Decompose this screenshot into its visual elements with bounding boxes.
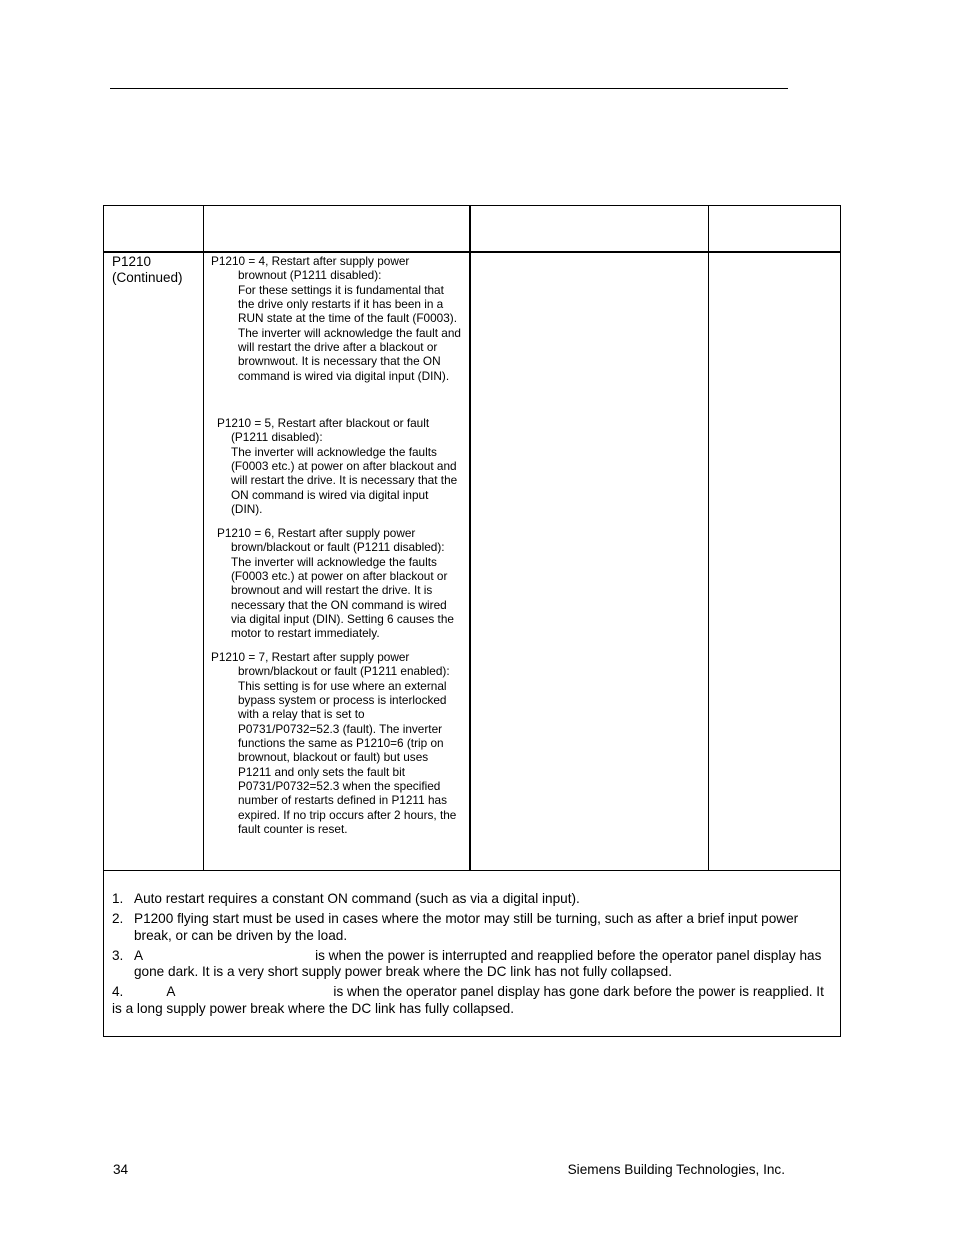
- setting-7: [211, 650, 461, 836]
- column-divider: [708, 206, 709, 870]
- parameter-table: [103, 205, 841, 1037]
- setting-header-cont: (P1211 disabled):: [231, 430, 323, 445]
- column-divider: [469, 206, 471, 870]
- note-number: 3.: [112, 947, 124, 963]
- setting-header: P1210 = 7, Restart after supply power: [211, 650, 410, 664]
- note-lead: A: [134, 947, 144, 963]
- setting-6: [217, 526, 461, 641]
- header-rule: [110, 88, 788, 89]
- note-text: is when the power is interrupted and reapplied before the operator panel display has gone dark. It is a very short supply power break where the DC link has not fully collapsed.: [134, 947, 822, 979]
- setting-4: [211, 254, 461, 383]
- footer-company: Siemens Building Technologies, Inc.: [567, 1162, 785, 1177]
- note-number: 4.: [112, 984, 124, 999]
- setting-body: The inverter will acknowledge the faults (F0003 etc.) at power on after blackout or brownout and will restart the drive. It is necessary that the ON command is wired via digital input (DIN). Setting 6 causes the motor to restart immediately.: [231, 554, 454, 641]
- setting-header: P1210 = 4, Restart after supply power: [211, 254, 410, 268]
- parameter-id: P1210: [112, 254, 152, 269]
- note-item: [112, 911, 836, 944]
- note-text: Auto restart requires a constant ON command (such as via a digital input).: [134, 891, 580, 906]
- table-header-rule: [104, 251, 840, 253]
- notes-list: [112, 891, 836, 1021]
- note-item: [112, 891, 836, 908]
- setting-header-cont: brown/blackout or fault (P1211 disabled):: [231, 540, 445, 555]
- setting-body: The inverter will acknowledge the faults (F0003 etc.) at power on after blackout and will restart the drive. It is necessary that the ON command is wired via digital input (DIN).: [231, 444, 458, 517]
- note-text: is when the operator panel display has gone dark before the power is reapplied. It is a long supply power break where the DC link has fully collapsed.: [112, 984, 824, 1016]
- setting-body: For these settings it is fundamental that the drive only restarts if it has been in a RUN state at the time of the fault (F0003). The inverter will acknowledge the fault and will restart the drive after a blackout or brownwout. It is necessary that the ON command is wired via digital input (DIN).: [238, 282, 461, 383]
- column-divider: [203, 206, 204, 870]
- setting-body: This setting is for use where an external bypass system or process is interlocked with a relay that is set to P0731/P0732=52.3 (fault). The inverter functions the same as P1210=6 (trip on brownout, blackout or fault) but uses P1211 and only sets the fault bit P0731/P0732=52.3 when the specified number of restarts defined in P1211 has expired. If no trip occurs after 2 hours, the fault counter is reset.: [238, 678, 457, 837]
- note-item: [112, 948, 836, 981]
- page-number: 34: [113, 1162, 129, 1177]
- parameter-cell: [112, 254, 183, 286]
- setting-5: [217, 416, 461, 516]
- notes-divider: [104, 870, 840, 871]
- parameter-continued: (Continued): [112, 270, 183, 285]
- note-text: P1200 flying start must be used in cases where the motor may still be turning, such as after a brief input power break, or can be driven by the load.: [134, 911, 799, 943]
- note-lead: A: [166, 984, 176, 999]
- setting-header-cont: brown/blackout or fault (P1211 enabled):: [238, 664, 450, 679]
- setting-header-cont: brownout (P1211 disabled):: [238, 268, 382, 283]
- setting-header: P1210 = 6, Restart after supply power: [217, 526, 416, 540]
- note-number: 1.: [112, 891, 124, 906]
- note-number: 2.: [112, 911, 124, 926]
- setting-header: P1210 = 5, Restart after blackout or fault: [217, 416, 430, 430]
- note-item: [112, 984, 836, 1017]
